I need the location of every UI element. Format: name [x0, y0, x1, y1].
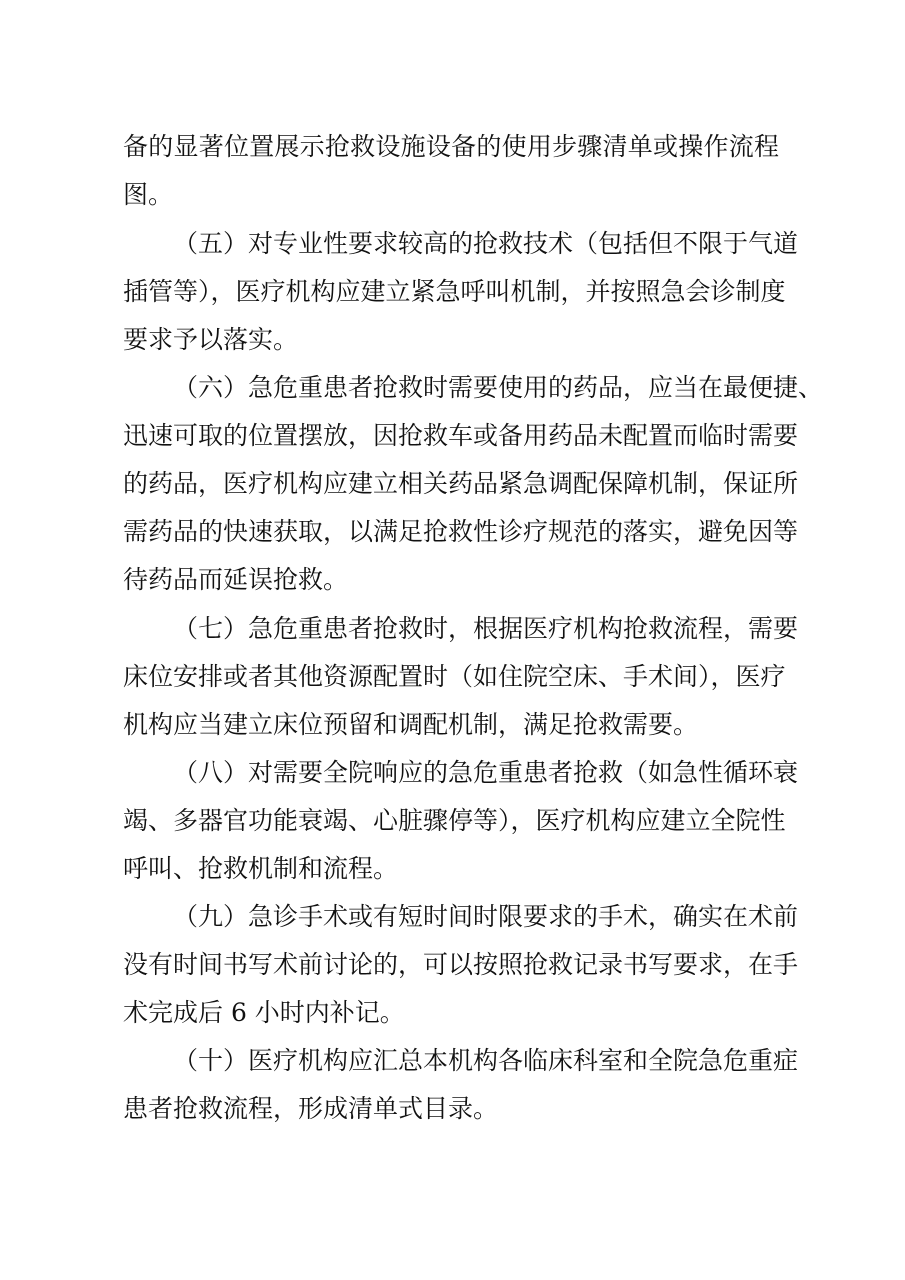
paragraph-line: 床位安排或者其他资源配置时（如住院空床、手术间），医疗	[123, 662, 786, 691]
paragraph-line: （九）急诊手术或有短时间时限要求的手术，确实在术前	[173, 902, 799, 931]
paragraph-line: 呼叫、抢救机制和流程。	[123, 854, 399, 883]
paragraph-line: （七）急危重患者抢救时，根据医疗机构抢救流程，需要	[173, 614, 799, 643]
paragraph-line: 迅速可取的位置摆放，因抢救车或备用药品未配置而临时需要	[123, 421, 799, 450]
paragraph-line: （八）对需要全院响应的急危重患者抢救（如急性循环衰	[173, 758, 799, 787]
paragraph-line: 没有时间书写术前讨论的，可以按照抢救记录书写要求，在手	[123, 950, 799, 979]
paragraph-line: 机构应当建立床位预留和调配机制，满足抢救需要。	[123, 710, 699, 739]
paragraph-line: （五）对专业性要求较高的抢救技术（包括但不限于气道	[173, 229, 799, 258]
paragraph-line: 插管等），医疗机构应建立紧急呼叫机制，并按照急会诊制度	[123, 277, 786, 306]
paragraph-line: 要求予以落实。	[123, 325, 299, 354]
paragraph-line: 需药品的快速获取，以满足抢救性诊疗规范的落实，避免因等	[123, 517, 799, 546]
paragraph-line: 备的显著位置展示抢救设施设备的使用步骤清单或操作流程	[123, 132, 779, 161]
paragraph-line: （十）医疗机构应汇总本机构各临床科室和全院急危重症	[173, 1046, 799, 1075]
paragraph-line: 术完成后 6 小时内补记。	[123, 998, 405, 1027]
paragraph-line: 竭、多器官功能衰竭、心脏骤停等），医疗机构应建立全院性	[123, 806, 786, 835]
paragraph-line: 的药品，医疗机构应建立相关药品紧急调配保障机制，保证所	[123, 469, 799, 498]
paragraph-line: 图。	[123, 180, 174, 209]
paragraph-line: 患者抢救流程，形成清单式目录。	[123, 1094, 499, 1123]
paragraph-line: （六）急危重患者抢救时需要使用的药品，应当在最便捷、	[173, 373, 824, 402]
paragraph-line: 待药品而延误抢救。	[123, 565, 349, 594]
